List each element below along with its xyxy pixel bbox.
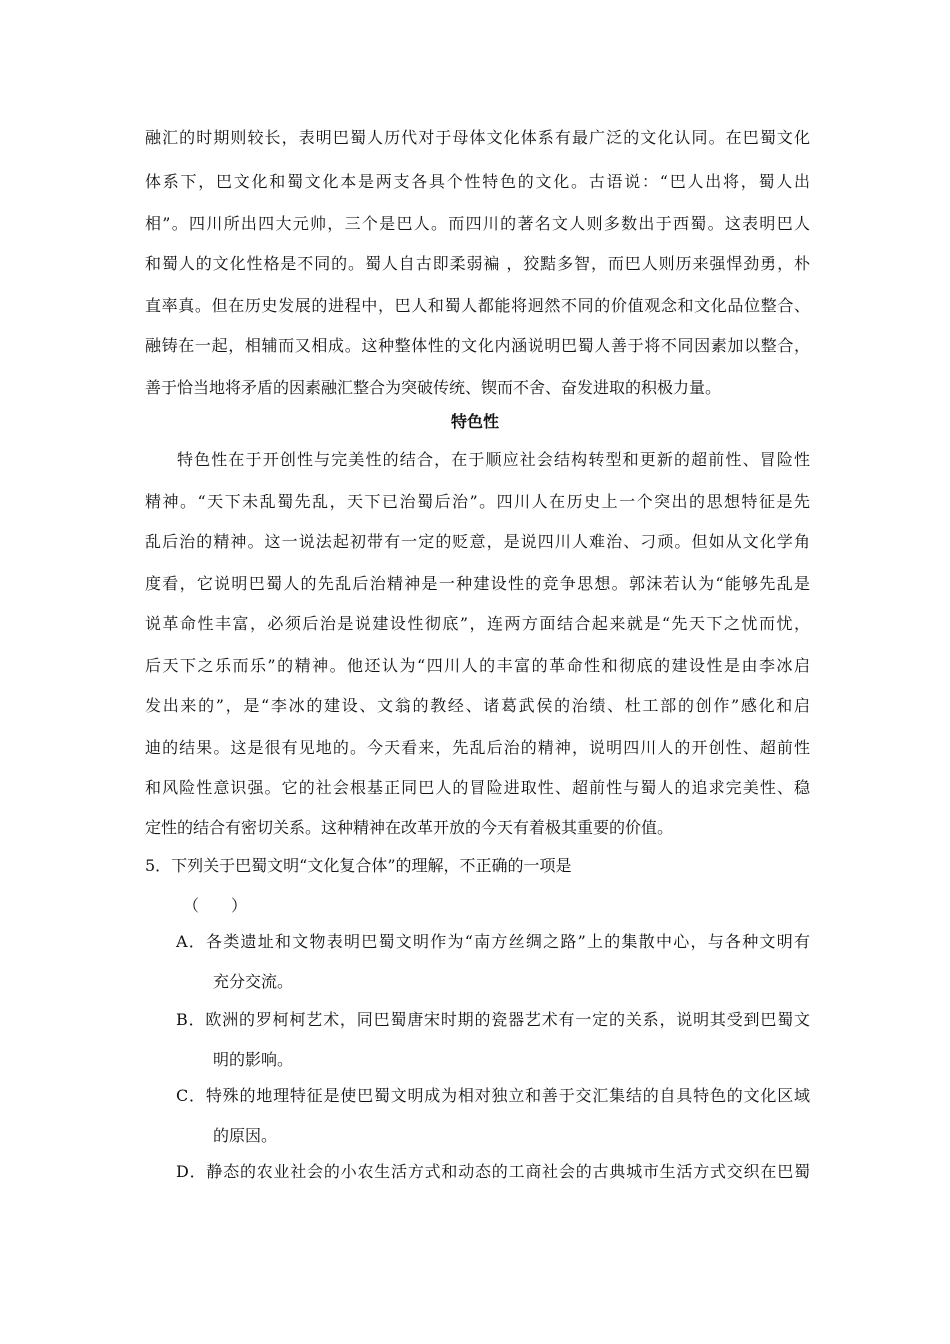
paragraph-line: 和风险性意识强。它的社会根基正同巴人的冒险进取性、超前性与蜀人的追求完美性、稳 (145, 778, 810, 797)
paragraph-line: 精神。“天下未乱蜀先乱，天下已治蜀后治”。四川人在历史上一个突出的思想特征是先 (145, 492, 810, 511)
paragraph-line: 乱后治的精神。这一说法起初带有一定的贬意，是说四川人难治、刁顽。但如从文化学角 (145, 532, 810, 551)
option-a-continued: 充分交流。 (213, 972, 294, 991)
paragraph-line: 特色性在于开创性与完美性的结合，在于顺应社会结构转型和更新的超前性、冒险性 (177, 450, 810, 469)
paragraph-line: 迪的结果。这是很有见地的。今天看来，先乱后治的精神，说明四川人的开创性、超前性 (145, 738, 810, 757)
option-b: B．欧洲的罗柯柯艺术，同巴蜀唐宋时期的瓷器艺术有一定的关系，说明其受到巴蜀文 (176, 1010, 810, 1029)
option-c: C．特殊的地理特征是使巴蜀文明成为相对独立和善于交汇集结的自具特色的文化区域 (176, 1086, 810, 1105)
paragraph-line: 发出来的”，是“李冰的建设、文翁的教经、诸葛武侯的治绩、杜工部的创作”感化和启 (145, 696, 810, 715)
paragraph-line: 定性的结合有密切关系。这种精神在改革开放的今天有着极其重要的价值。 (145, 818, 674, 837)
paragraph-line: 相”。四川所出四大元帅，三个是巴人。而四川的著名文人则多数出于西蜀。这表明巴人 (145, 214, 810, 233)
paragraph-line: 体系下，巴文化和蜀文化本是两支各具个性特色的文化。古语说：“巴人出将，蜀人出 (145, 172, 810, 191)
option-b-continued: 明的影响。 (213, 1050, 294, 1069)
paragraph-line: 融铸在一起，相辅而又相成。这种整体性的文化内涵说明巴蜀人善于将不同因素加以整合， (145, 336, 810, 355)
paragraph-line: 融汇的时期则较长，表明巴蜀人历代对于母体文化体系有最广泛的文化认同。在巴蜀文化 (145, 128, 810, 147)
paragraph-line: 善于恰当地将矛盾的因素融汇整合为突破传统、锲而不舍、奋发进取的积极力量。 (145, 378, 722, 397)
option-c-continued: 的原因。 (213, 1126, 278, 1145)
option-a: A．各类遗址和文物表明巴蜀文明作为“南方丝绸之路”上的集散中心，与各种文明有 (176, 932, 810, 951)
paragraph-line: 度看，它说明巴蜀人的先乱后治精神是一种建设性的竞争思想。郭沫若认为“能够先乱是 (145, 574, 810, 593)
question-stem: 5．下列关于巴蜀文明“文化复合体”的理解，不正确的一项是 (145, 856, 572, 875)
section-heading: 特色性 (450, 412, 499, 431)
answer-bracket: （ ） (183, 896, 248, 915)
paragraph-line: 说革命性丰富，必须后治是说建设性彻底”，连两方面结合起来就是“先天下之忧而忧， (145, 614, 810, 633)
paragraph-line: 后天下之乐而乐”的精神。他还认为“四川人的丰富的革命性和彻底的建设性是由李冰启 (145, 656, 810, 675)
paragraph-line: 直率真。但在历史发展的进程中，巴人和蜀人都能将迥然不同的价值观念和文化品位整合、 (145, 296, 810, 315)
paragraph-line: 和蜀人的文化性格是不同的。蜀人自古即柔弱褊 ，狡黠多智，而巴人则历来强悍劲勇，朴 (145, 254, 810, 273)
option-d: D．静态的农业社会的小农生活方式和动态的工商社会的古典城市生活方式交织在巴蜀 (176, 1162, 810, 1181)
